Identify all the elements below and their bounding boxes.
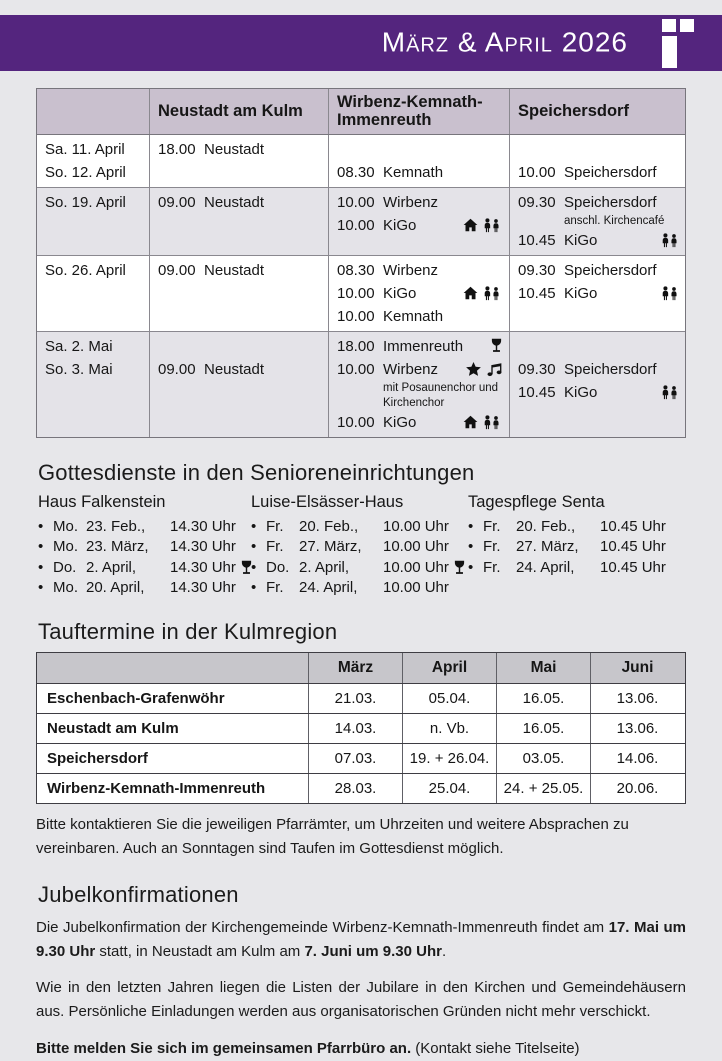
- music-note-icon: [486, 362, 502, 377]
- service-cell: [509, 332, 687, 437]
- service-cell: [328, 188, 509, 255]
- service-time: 10.00: [337, 360, 375, 378]
- service-schedule-table: [36, 88, 686, 438]
- service-entry: [337, 161, 502, 184]
- service-entry: [518, 282, 680, 305]
- bullet-icon: •: [251, 517, 257, 535]
- jubilee-paragraph-1: Die Jubelkonfirmation der Kirchengemeinde Wirbenz-Kemnath-Immenreuth findet am 17. Mai um 9.30 Uhr statt, in Neustadt am Kulm am 7. Juni um 9.30 Uhr.: [36, 918, 686, 960]
- sen-date: 23. Feb.,: [86, 517, 146, 535]
- baptism-row: [37, 683, 685, 713]
- service-entry: [158, 259, 321, 282]
- sen-day: Fr.: [483, 517, 501, 535]
- baptism-date-cell: 25.04.: [402, 774, 496, 803]
- service-entry: [158, 358, 321, 381]
- sen-day: Fr.: [266, 579, 284, 597]
- service-time: 09.00: [158, 193, 196, 211]
- service-entry: [337, 214, 502, 237]
- sen-day: Mo.: [53, 517, 79, 535]
- communion-chalice-icon: [491, 338, 502, 354]
- service-icons: [487, 338, 502, 354]
- seniors-service-item: [251, 578, 468, 599]
- schedule-row: [37, 187, 685, 255]
- sen-day: Fr.: [483, 558, 501, 576]
- service-note: anschl. Kirchencafé: [564, 214, 665, 227]
- service-cell: [509, 188, 687, 255]
- service-place: Wirbenz: [383, 360, 439, 378]
- children-icon: [661, 286, 680, 301]
- service-place: KiGo: [564, 284, 598, 302]
- month-banner: [0, 15, 722, 71]
- service-icons: [657, 385, 680, 400]
- spacer-line: [158, 335, 321, 358]
- sen-date: 20. Feb.,: [516, 517, 576, 535]
- schedule-column-header: Wirbenz-Kemnath-Immenreuth: [328, 89, 509, 134]
- baptism-date-cell: 03.05.: [496, 744, 590, 773]
- sen-time: 10.00 Uhr: [383, 558, 449, 576]
- baptism-column-header: April: [402, 653, 496, 683]
- seniors-group: [468, 493, 666, 599]
- service-time: 18.00: [337, 337, 375, 355]
- service-place: Speichersdorf: [564, 360, 657, 378]
- baptism-column-header: März: [308, 653, 402, 683]
- service-place: Wirbenz: [383, 193, 439, 211]
- bullet-icon: •: [251, 538, 257, 556]
- schedule-column-header: Speichersdorf: [509, 89, 687, 134]
- service-place: Neustadt: [204, 360, 265, 378]
- schedule-column-header: [37, 89, 149, 134]
- service-icons: [462, 362, 502, 377]
- sen-time: 10.00 Uhr: [383, 517, 449, 535]
- service-cell: [149, 188, 328, 255]
- service-cell: [509, 256, 687, 331]
- service-icons: [459, 286, 502, 301]
- service-icons: [657, 233, 680, 248]
- children-icon: [661, 385, 680, 400]
- baptism-date-cell: 20.06.: [590, 774, 684, 803]
- service-place: Immenreuth: [383, 337, 464, 355]
- jubilee-paragraph-2: Wie in den letzten Jahren liegen die Listen der Jubilare in den Kirchen und Gemeindehäusern aus. Persönliche Einladungen werden aus organisatorischen Gründen nicht mehr verschickt.: [36, 979, 686, 1021]
- service-entry: [337, 191, 502, 214]
- children-icon: [483, 218, 502, 233]
- service-cell: [149, 256, 328, 331]
- baptism-column-header: [37, 653, 308, 683]
- schedule-row: [37, 331, 685, 437]
- baptism-date-cell: 14.03.: [308, 714, 402, 743]
- banner-title: März & April 2026: [381, 26, 628, 58]
- bullet-icon: •: [251, 579, 257, 597]
- baptism-date-cell: 21.03.: [308, 684, 402, 713]
- baptism-date-cell: n. Vb.: [402, 714, 496, 743]
- service-time: 09.30: [518, 261, 556, 279]
- seniors-service-item: [38, 537, 251, 558]
- service-cell: [149, 135, 328, 187]
- service-time: 08.30: [337, 163, 375, 181]
- service-time: 09.00: [158, 261, 196, 279]
- bullet-icon: •: [251, 558, 257, 576]
- service-place: Speichersdorf: [564, 163, 657, 181]
- service-place: KiGo: [564, 231, 598, 249]
- service-time: 09.00: [158, 360, 196, 378]
- service-cell: [149, 332, 328, 437]
- service-time: 10.00: [337, 307, 375, 325]
- seniors-service-item: [468, 558, 666, 579]
- baptism-parish-label: Eschenbach-Grafenwöhr: [47, 689, 225, 707]
- spacer-line: [518, 138, 680, 161]
- service-place: KiGo: [383, 216, 417, 234]
- bullet-icon: •: [38, 558, 44, 576]
- bullet-icon: •: [468, 538, 474, 556]
- service-entry: [518, 358, 680, 381]
- seniors-service-item: [251, 558, 468, 579]
- baptism-column-header: Mai: [496, 653, 590, 683]
- house-icon: [463, 415, 478, 429]
- service-time: 10.45: [518, 231, 556, 249]
- service-entry: [337, 259, 502, 282]
- service-entry: [518, 229, 680, 252]
- jubilee-paragraph-3: Bitte melden Sie sich im gemeinsamen Pfarrbüro an. (Kontakt siehe Titelseite): [36, 1039, 580, 1057]
- seniors-service-item: [38, 558, 251, 579]
- service-cell: [328, 135, 509, 187]
- date-cell: [37, 135, 149, 187]
- service-entry: [518, 161, 680, 184]
- service-icons: [459, 218, 502, 233]
- service-entry: [518, 259, 680, 282]
- service-place: Neustadt: [204, 261, 265, 279]
- sen-time: 10.45 Uhr: [600, 538, 666, 556]
- bullet-icon: •: [468, 558, 474, 576]
- bullet-icon: •: [468, 517, 474, 535]
- sen-day: Fr.: [266, 538, 284, 556]
- sen-date: 23. März,: [86, 538, 149, 556]
- baptism-column-header: Juni: [590, 653, 684, 683]
- service-entry: [337, 411, 502, 434]
- baptism-date-cell: 05.04.: [402, 684, 496, 713]
- sen-time: 10.45 Uhr: [600, 517, 666, 535]
- schedule-row: [37, 135, 685, 187]
- seniors-service-item: [38, 578, 251, 599]
- service-time: 10.45: [518, 284, 556, 302]
- baptism-parish-label: Wirbenz-Kemnath-Immenreuth: [47, 779, 266, 797]
- service-time: 18.00: [158, 140, 196, 158]
- sen-time: 14.30 Uhr: [170, 558, 236, 576]
- sen-date: 24. April,: [516, 558, 575, 576]
- seniors-service-item: [38, 517, 251, 538]
- sen-day: Mo.: [53, 579, 79, 597]
- baptism-date-cell: 07.03.: [308, 744, 402, 773]
- service-place: Kemnath: [383, 163, 444, 181]
- service-icons: [657, 286, 680, 301]
- service-place: Speichersdorf: [564, 193, 657, 211]
- baptism-note: Bitte kontaktieren Sie die jeweiligen Pfarrämter, um Uhrzeiten und weitere Absprachen zu vereinbaren. Auch an Sonntagen sind Taufen im Gottesdienst möglich.: [36, 815, 629, 858]
- bullet-icon: •: [38, 579, 44, 597]
- seniors-group: [38, 493, 251, 599]
- sen-time: 10.45 Uhr: [600, 558, 666, 576]
- date-label: So. 12. April: [45, 163, 126, 181]
- service-note: Kirchenchor: [383, 396, 445, 409]
- baptism-date-cell: 19. + 26.04.: [402, 744, 496, 773]
- schedule-row: [37, 255, 685, 331]
- date-cell: [37, 188, 149, 255]
- service-note: mit Posaunenchor und: [383, 381, 499, 394]
- baptisms-section-heading: Tauftermine in der Kulmregion: [38, 618, 338, 644]
- spacer-line: [518, 335, 680, 358]
- seniors-group-title: Haus Falkenstein: [38, 492, 166, 511]
- service-entry: [518, 191, 680, 214]
- baptism-dates-table: [36, 652, 686, 804]
- baptism-row: [37, 743, 685, 773]
- date-label: So. 3. Mai: [45, 360, 113, 378]
- baptism-date-cell: 13.06.: [590, 684, 684, 713]
- service-time: 10.00: [337, 216, 375, 234]
- sen-date: 27. März,: [299, 538, 362, 556]
- spacer-line: [337, 138, 502, 161]
- sen-time: 10.00 Uhr: [383, 538, 449, 556]
- service-place: KiGo: [564, 383, 598, 401]
- sen-day: Do.: [53, 558, 77, 576]
- children-icon: [483, 286, 502, 301]
- service-place: KiGo: [383, 413, 417, 431]
- service-icons: [459, 415, 502, 430]
- service-entry: [337, 358, 502, 381]
- service-place: Neustadt: [204, 140, 265, 158]
- baptism-row: [37, 713, 685, 743]
- house-icon: [463, 218, 478, 232]
- service-entry: [337, 282, 502, 305]
- star-icon: [466, 362, 481, 376]
- church-logo-icon: [662, 19, 695, 68]
- date-label: Sa. 11. April: [45, 140, 125, 158]
- sen-time: 14.30 Uhr: [170, 538, 236, 556]
- date-label: So. 26. April: [45, 261, 126, 279]
- service-time: 10.00: [518, 163, 556, 181]
- service-place: KiGo: [383, 284, 417, 302]
- baptism-table-header: [37, 653, 685, 683]
- sen-time: 14.30 Uhr: [170, 579, 236, 597]
- bullet-icon: •: [38, 538, 44, 556]
- sen-time: 14.30 Uhr: [170, 517, 236, 535]
- sen-date: 20. Feb.,: [299, 517, 359, 535]
- seniors-group-title: Tagespflege Senta: [468, 492, 605, 511]
- baptism-date-cell: 14.06.: [590, 744, 684, 773]
- date-label: So. 19. April: [45, 193, 126, 211]
- baptism-date-cell: 24. + 25.05.: [496, 774, 590, 803]
- service-entry: [337, 305, 502, 328]
- service-time: 10.00: [337, 413, 375, 431]
- sen-date: 20. April,: [86, 579, 145, 597]
- service-time: 10.00: [337, 193, 375, 211]
- service-cell: [328, 256, 509, 331]
- baptism-date-cell: 28.03.: [308, 774, 402, 803]
- date-cell: [37, 332, 149, 437]
- sen-day: Fr.: [266, 517, 284, 535]
- children-icon: [661, 233, 680, 248]
- schedule-column-header: Neustadt am Kulm: [149, 89, 328, 134]
- service-time: 10.00: [337, 284, 375, 302]
- seniors-service-item: [251, 537, 468, 558]
- sen-date: 24. April,: [299, 579, 358, 597]
- service-place: Neustadt: [204, 193, 265, 211]
- service-entry: [158, 138, 321, 161]
- seniors-service-item: [251, 517, 468, 538]
- seniors-group: [251, 493, 468, 599]
- seniors-section-heading: Gottesdienste in den Senioreneinrichtungen: [38, 459, 475, 485]
- baptism-date-cell: 16.05.: [496, 714, 590, 743]
- sen-date: 2. April,: [299, 558, 350, 576]
- jubilee-section-heading: Jubelkonfirmationen: [38, 881, 239, 907]
- baptism-parish-label: Speichersdorf: [47, 749, 148, 767]
- sen-date: 2. April,: [86, 558, 137, 576]
- sen-time: 10.00 Uhr: [383, 579, 449, 597]
- sen-day: Fr.: [483, 538, 501, 556]
- service-time: 09.30: [518, 360, 556, 378]
- sen-day: Do.: [266, 558, 290, 576]
- seniors-service-item: [468, 537, 666, 558]
- baptism-parish-label: Neustadt am Kulm: [47, 719, 179, 737]
- seniors-group-title: Luise-Elsässer-Haus: [251, 492, 404, 511]
- baptism-row: [37, 773, 685, 803]
- baptism-table-body: [37, 683, 685, 803]
- service-cell: [328, 332, 509, 437]
- seniors-service-item: [468, 517, 666, 538]
- house-icon: [463, 286, 478, 300]
- service-time: 10.45: [518, 383, 556, 401]
- baptism-date-cell: 16.05.: [496, 684, 590, 713]
- date-cell: [37, 256, 149, 331]
- schedule-table-body: [37, 135, 685, 437]
- service-place: Kemnath: [383, 307, 444, 325]
- sen-date: 27. März,: [516, 538, 579, 556]
- communion-chalice-icon: [454, 560, 465, 576]
- service-time: 09.30: [518, 193, 556, 211]
- children-icon: [483, 415, 502, 430]
- service-time: 08.30: [337, 261, 375, 279]
- date-label: Sa. 2. Mai: [45, 337, 113, 355]
- page-content: [0, 88, 722, 1061]
- service-entry: [337, 335, 502, 358]
- service-place: Wirbenz: [383, 261, 439, 279]
- service-cell: [509, 135, 687, 187]
- seniors-columns: [38, 493, 686, 599]
- bullet-icon: •: [38, 517, 44, 535]
- sen-day: Mo.: [53, 538, 79, 556]
- schedule-table-header: [37, 89, 685, 135]
- baptism-date-cell: 13.06.: [590, 714, 684, 743]
- service-entry: [158, 191, 321, 214]
- service-entry: [518, 381, 680, 404]
- service-place: Speichersdorf: [564, 261, 657, 279]
